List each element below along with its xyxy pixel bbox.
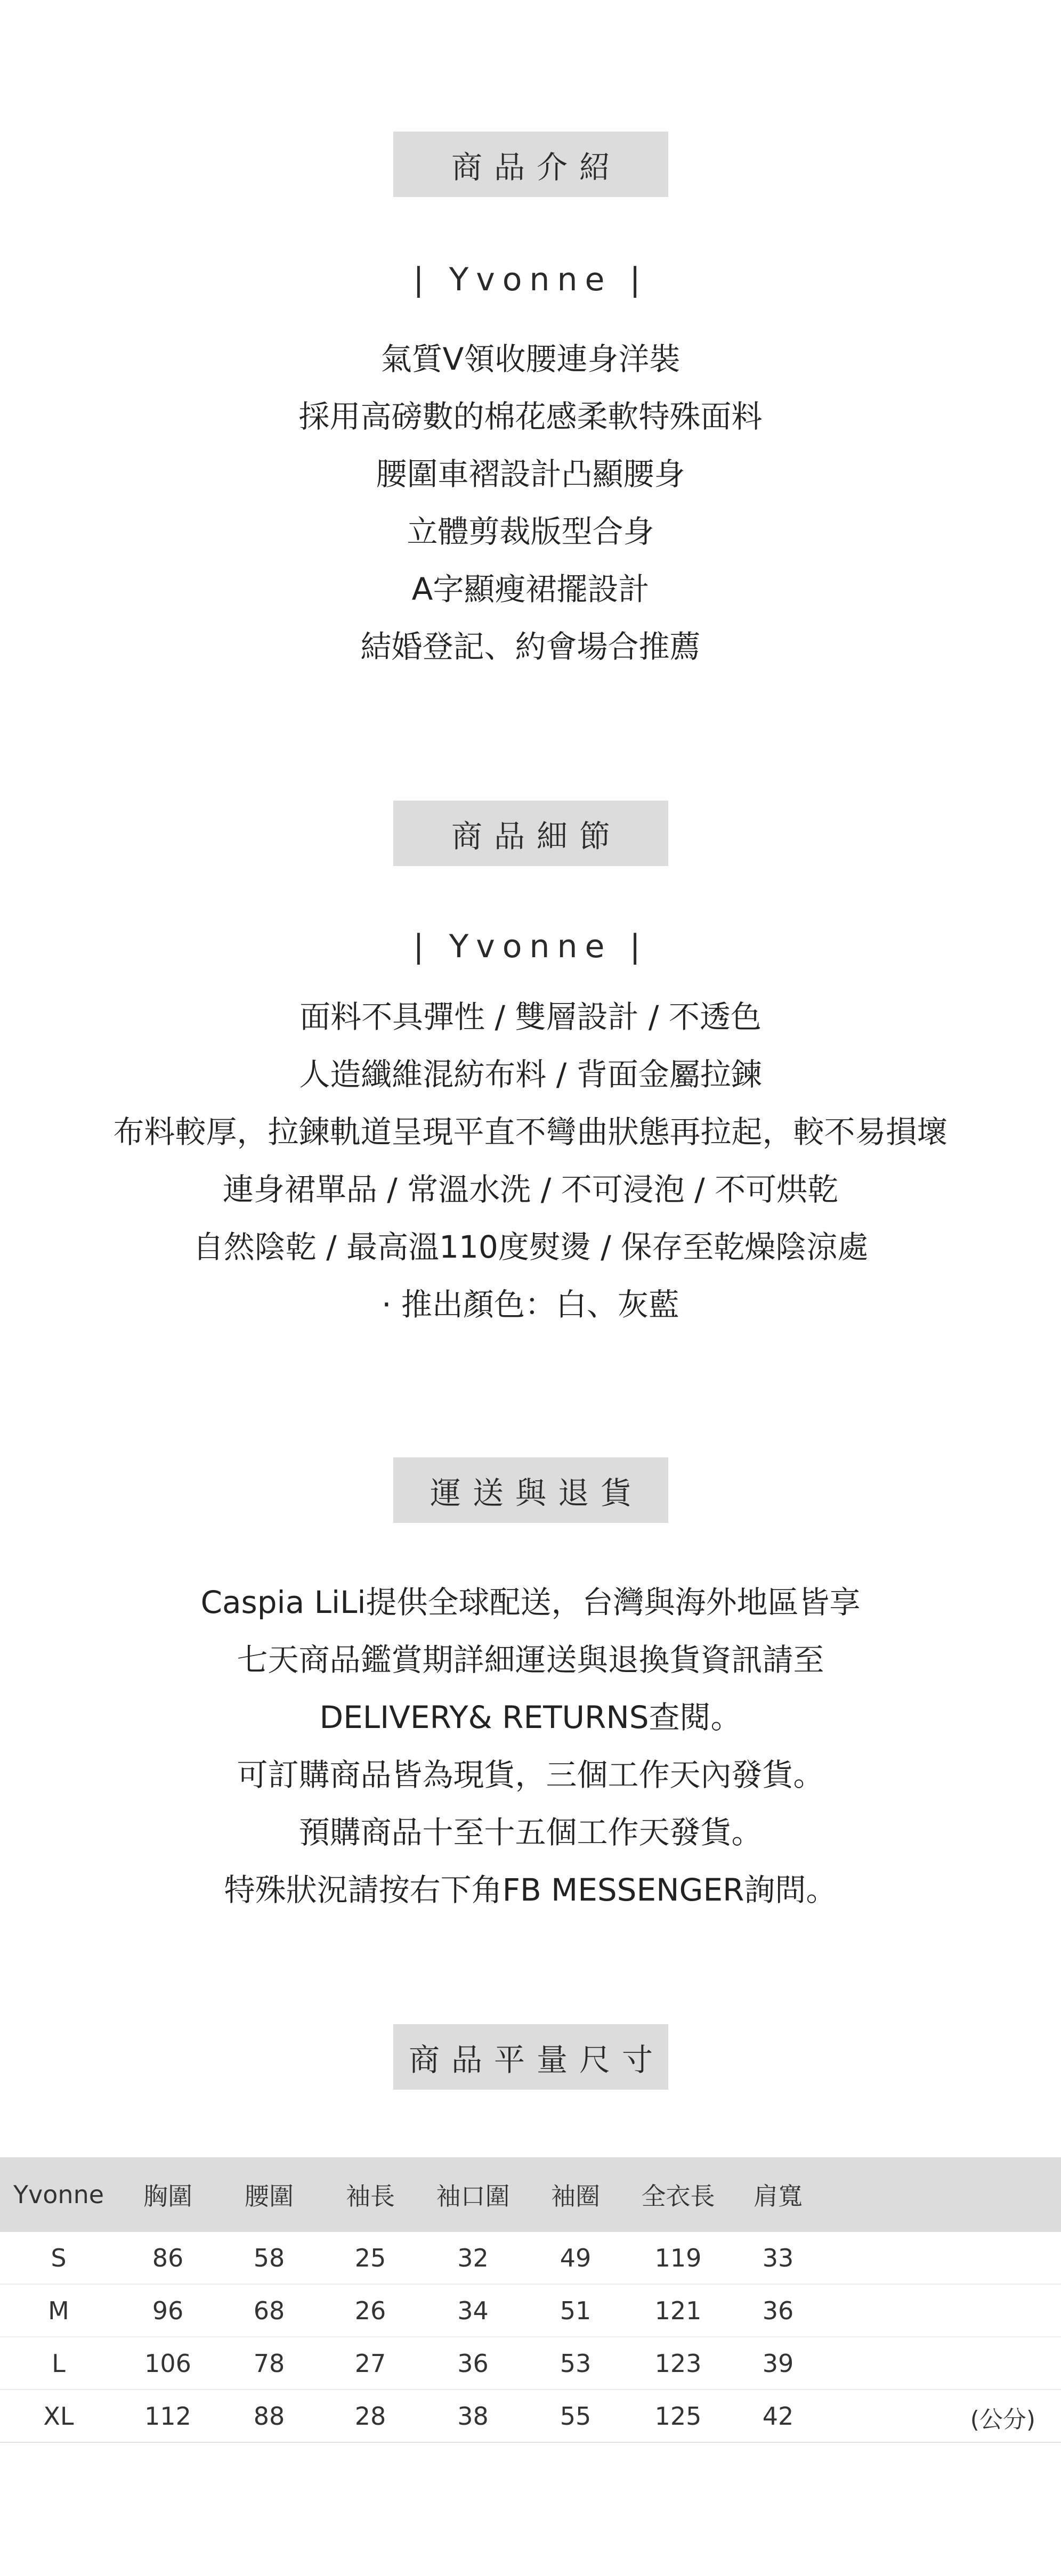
intro-line: 腰圍車褶設計凸顯腰身 (376, 456, 685, 492)
details-line: 面料不具彈性 / 雙層設計 / 不透色 (299, 999, 762, 1035)
size-header-cell: 全衣長 (626, 2157, 730, 2232)
details-text (0, 988, 1061, 1333)
size-header-spacer (826, 2157, 1061, 2232)
size-cell: 55 (525, 2390, 626, 2442)
details-line: 自然陰乾 / 最高溫110度熨燙 / 保存至乾燥陰涼處 (192, 1229, 869, 1265)
size-unit-note: (公分) (970, 2406, 1035, 2433)
shipping-line: DELIVERY& RETURNS查閱。 (319, 1699, 742, 1735)
table-row (0, 2232, 1061, 2284)
details-line: 連身裙單品 / 常溫水洗 / 不可浸泡 / 不可烘乾 (222, 1171, 839, 1208)
intro-brand: | Yvonne | (413, 261, 648, 298)
shipping-heading: 運送與退貨 (393, 1457, 668, 1523)
size-header-cell: 肩寬 (730, 2157, 826, 2232)
size-heading: 商品平量尺寸 (393, 2024, 668, 2090)
size-cell: 26 (320, 2284, 421, 2337)
table-row (0, 2284, 1061, 2337)
size-cell: 38 (421, 2390, 525, 2442)
size-cell: 86 (117, 2232, 218, 2284)
shipping-line: Caspia LiLi提供全球配送，台灣與海外地區皆享 (200, 1584, 861, 1620)
size-cell: 78 (218, 2337, 320, 2390)
details-brand: | Yvonne | (413, 928, 648, 965)
size-cell: 123 (626, 2337, 730, 2390)
intro-line: 結婚登記、約會場合推薦 (360, 629, 701, 665)
details-heading: 商品細節 (393, 801, 668, 866)
shipping-text (0, 1574, 1061, 1919)
size-row-spacer (826, 2284, 1061, 2337)
intro-heading: 商品介紹 (393, 132, 668, 197)
size-cell: 36 (730, 2284, 826, 2337)
size-table-header-row (0, 2157, 1061, 2232)
size-cell: 112 (117, 2390, 218, 2442)
intro-line: 立體剪裁版型合身 (407, 513, 654, 550)
table-row (0, 2337, 1061, 2390)
size-cell: 119 (626, 2232, 730, 2284)
intro-text (0, 330, 1061, 675)
size-cell: 49 (525, 2232, 626, 2284)
size-cell: 27 (320, 2337, 421, 2390)
size-cell: 58 (218, 2232, 320, 2284)
intro-line: 採用高磅數的棉花感柔軟特殊面料 (298, 398, 763, 435)
size-cell: 125 (626, 2390, 730, 2442)
size-row-spacer (826, 2232, 1061, 2284)
table-row (0, 2390, 1061, 2442)
size-cell: 106 (117, 2337, 218, 2390)
size-cell: M (0, 2284, 117, 2337)
size-cell: XL (0, 2390, 117, 2442)
size-header-cell: 袖圈 (525, 2157, 626, 2232)
shipping-line: 預購商品十至十五個工作天發貨。 (298, 1814, 763, 1851)
size-cell: 96 (117, 2284, 218, 2337)
size-cell: 32 (421, 2232, 525, 2284)
shipping-line: 可訂購商品皆為現貨，三個工作天內發貨。 (237, 1757, 824, 1793)
size-header-cell: 胸圍 (117, 2157, 218, 2232)
size-cell: S (0, 2232, 117, 2284)
details-line: · 推出顏色：白、灰藍 (382, 1286, 679, 1323)
size-header-cell: 腰圍 (218, 2157, 320, 2232)
size-cell: 25 (320, 2232, 421, 2284)
intro-line: 氣質V領收腰連身洋裝 (380, 341, 681, 377)
size-header-cell: Yvonne (0, 2157, 117, 2232)
size-cell: L (0, 2337, 117, 2390)
size-cell: 51 (525, 2284, 626, 2337)
size-header-cell: 袖長 (320, 2157, 421, 2232)
size-cell: 36 (421, 2337, 525, 2390)
size-table (0, 2157, 1061, 2443)
details-line: 布料較厚，拉鍊軌道呈現平直不彎曲狀態再拉起，較不易損壞 (113, 1114, 948, 1150)
shipping-line: 七天商品鑑賞期詳細運送與退換貨資訊請至 (237, 1642, 824, 1678)
size-header-cell: 袖口圍 (421, 2157, 525, 2232)
details-line: 人造纖維混紡布料 / 背面金屬拉鍊 (299, 1056, 762, 1093)
size-cell: 88 (218, 2390, 320, 2442)
size-cell: 53 (525, 2337, 626, 2390)
size-cell: 34 (421, 2284, 525, 2337)
size-cell: 28 (320, 2390, 421, 2442)
size-cell: 42 (730, 2390, 826, 2442)
size-row-spacer (826, 2337, 1061, 2390)
size-cell: 33 (730, 2232, 826, 2284)
size-cell: 121 (626, 2284, 730, 2337)
shipping-line: 特殊狀況請按右下角FB MESSENGER詢問。 (224, 1872, 837, 1908)
size-cell: 68 (218, 2284, 320, 2337)
size-cell: 39 (730, 2337, 826, 2390)
intro-line: A字顯瘦裙擺設計 (411, 571, 650, 607)
